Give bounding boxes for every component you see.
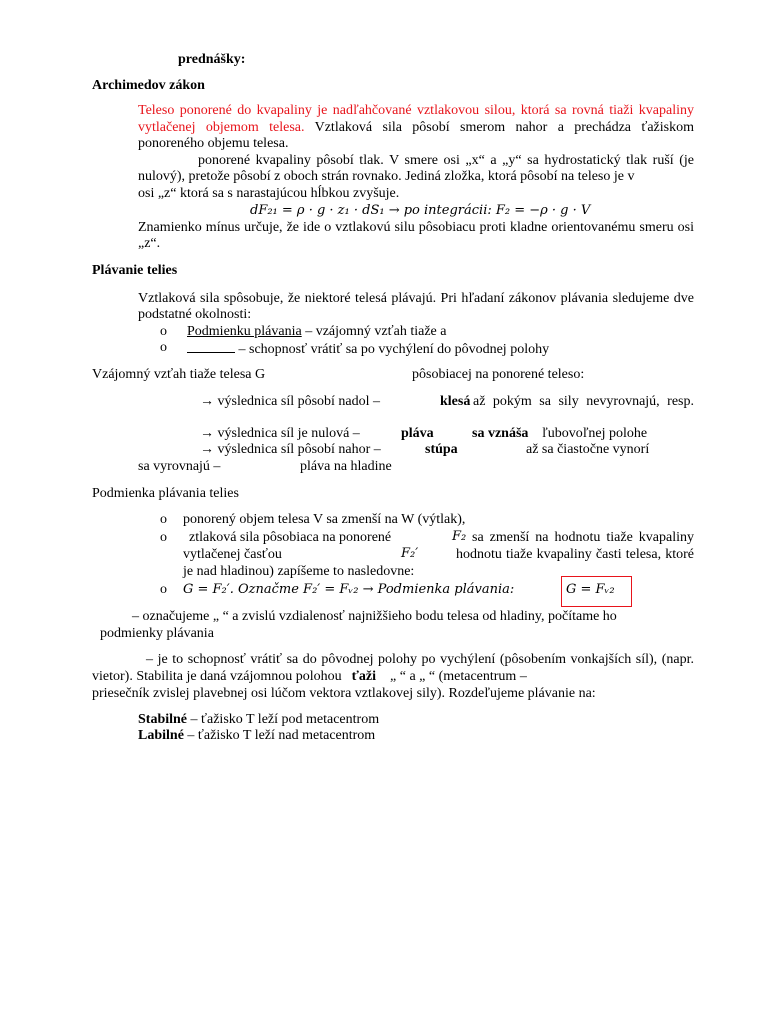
- labile-definition: [138, 728, 375, 744]
- stability-bold-word: ťaži: [351, 669, 377, 684]
- case-rise-bold: stúpa: [425, 442, 458, 457]
- case-float-bold2: sa vznáša: [472, 426, 529, 441]
- section-title-floating: Plávanie telies: [92, 263, 178, 278]
- stability-line3: priesečník zvislej plavebnej osi lúčom vektora vztlakovej sily). Rozdeľujeme plávanie na:: [92, 686, 596, 701]
- labile-label: Labilné: [138, 728, 184, 743]
- floating-intro-line1: Vztlaková sila spôsobuje, že niektoré telesá plávajú. Pri hľadaní zákonov plávania sledujeme dve: [138, 291, 694, 306]
- floating-condition-boxed: G = Fᵥ₂: [566, 582, 615, 597]
- case-sink-left: → výslednica síl pôsobí nadol –: [200, 394, 381, 409]
- condition-item3-a: vytlačenej časťou: [183, 547, 282, 562]
- case-float-bold1: pláva: [401, 426, 434, 441]
- bullet-stability: [187, 340, 549, 358]
- fz-symbol: F₂: [452, 529, 467, 544]
- relation-left: Vzájomný vzťah tiaže telesa G: [92, 367, 266, 382]
- case-sink-bold: klesá: [440, 394, 471, 409]
- buoyancy-direction-text: Vztlaková sila pôsobí smerom nahor a prechádza ťažiskom: [304, 120, 694, 135]
- note-line1: – označujeme „ “ a zvislú vzdialenosť najnižšieho bodu telesa od hladiny, počítame ho: [132, 609, 617, 624]
- bullet-marker: o: [160, 582, 167, 597]
- archimedes-law-red-text: vytlačenej objemom telesa.: [138, 120, 305, 135]
- archimedes-line3: ponoreného objemu telesa.: [138, 136, 289, 151]
- bullet-marker: o: [160, 340, 167, 355]
- case-rise-rest: až sa čiastočne vynorí: [526, 442, 650, 457]
- archimedes-line6: osi „z“ ktorá sa s narastajúcou hĺbkou zvyšuje.: [138, 186, 400, 201]
- blank-term: [187, 340, 235, 353]
- stability-line2-b: „ “ a „ “ (metacentrum –: [390, 669, 527, 684]
- stability-line1: – je to schopnosť vrátiť sa do pôvodnej polohy po vychýlení (pôsobením vonkajších síl), (napr.: [146, 652, 694, 667]
- archimedes-law-line2: [138, 120, 694, 136]
- condition-item4: je nad hladinou) zapíšeme to nasledovne:: [183, 564, 415, 579]
- bullet1-rest: – vzájomný vzťah tiaže a: [301, 324, 447, 339]
- condition-item2-b: sa zmenší na hodnotu tiaže kvapaliny: [472, 530, 694, 545]
- bullet-marker: o: [160, 530, 167, 545]
- stable-label: Stabilné: [138, 712, 188, 727]
- case-float-left: → výslednica síl je nulová –: [200, 426, 360, 441]
- note-line2: podmienky plávania: [100, 626, 214, 641]
- archimedes-line4: ponorené kvapaliny pôsobí tlak. V smere osi „x“ a „y“ sa hydrostatický tlak ruší (je: [198, 153, 694, 168]
- stable-definition: [138, 712, 379, 728]
- labile-text: – ťažisko T leží nad metacentrom: [183, 728, 376, 743]
- case-surface-left: sa vyrovnajú –: [138, 459, 221, 474]
- condition-item3-b: hodnotu tiaže kvapaliny časti telesa, ktoré: [456, 547, 694, 562]
- condition-item2-a: ztlaková sila pôsobiaca na ponorené: [189, 530, 392, 545]
- floating-condition-formula: G = F₂′. Označme F₂′ = Fᵥ₂ → Podmienka plávania:: [183, 582, 515, 597]
- stability-line2: [92, 669, 527, 685]
- buoyancy-formula: dF₂₁ = ρ · g · z₁ · dS₁ → po integrácii: F₂ = −ρ · g · V: [250, 203, 591, 218]
- stable-text: – ťažisko T leží pod metacentrom: [187, 712, 380, 727]
- relation-right: pôsobiacej na ponorené teleso:: [412, 367, 585, 382]
- archimedes-line8: „z“.: [138, 236, 161, 251]
- case-sink-rest: až pokým sa sily nevyrovnajú, resp.: [473, 394, 694, 409]
- section-title-archimedes: Archimedov zákon: [92, 78, 205, 93]
- bullet2-rest: – schopnosť vrátiť sa po vychýlení do pôvodnej polohy: [235, 342, 550, 357]
- archimedes-law-line1: Teleso ponorené do kvapaliny je nadľahčované vztlakovou silou, ktorá sa rovná tiaži kvapaliny: [138, 103, 694, 118]
- archimedes-line7: Znamienko mínus určuje, že ide o vztlakovú silu pôsobiacu proti kladne orientovanému smeru osi: [138, 220, 694, 235]
- bullet-marker: o: [160, 324, 167, 339]
- condition-item1: ponorený objem telesa V sa zmenší na W (výtlak),: [183, 512, 466, 527]
- bullet-marker: o: [160, 512, 167, 527]
- case-surface-rest: pláva na hladine: [300, 459, 392, 474]
- floating-intro-line2: podstatné okolnosti:: [138, 307, 252, 322]
- archimedes-line5: nulový), pretože pôsobí z oboch strán rovnako. Jediná zložka, ktorá pôsobí na teleso je v: [138, 169, 635, 184]
- case-rise-left: → výslednica síl pôsobí nahor –: [200, 442, 381, 457]
- case-float-rest: ľubovoľnej polohe: [542, 426, 648, 441]
- fz-prime-symbol: F₂′: [401, 546, 419, 561]
- condition-of-floating-link: Podmienku plávania: [187, 324, 302, 339]
- bullet-condition-of-floating: [187, 324, 446, 340]
- stability-line2-a: vietor). Stabilita je daná vzájomnou polohou: [92, 669, 342, 684]
- condition-title: Podmienka plávania telies: [92, 486, 239, 501]
- lecture-heading: prednášky:: [178, 52, 246, 67]
